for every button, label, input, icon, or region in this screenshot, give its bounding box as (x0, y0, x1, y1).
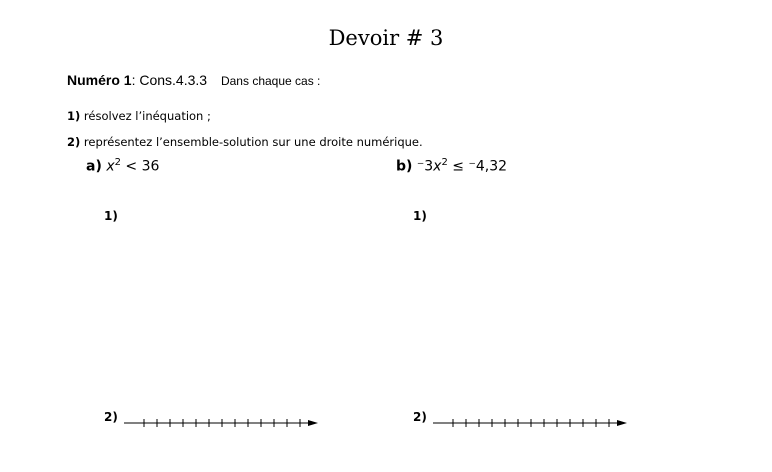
inequation-prefix: ⁻3 (416, 158, 434, 175)
inequation-a (86, 157, 159, 175)
instruction-1 (67, 109, 211, 123)
inequation-exponent: 2 (114, 157, 121, 168)
exercise-reference: Cons.4.3.3 (139, 72, 208, 88)
instruction-number: 1) (67, 109, 81, 123)
inequation-variable: x (433, 158, 442, 175)
number-line-b (431, 416, 633, 430)
page-title: Devoir # 3 (328, 26, 444, 50)
part-label: b) (396, 158, 413, 175)
instruction-text: représentez l’ensemble-solution sur une droite numérique. (83, 135, 423, 149)
exercise-number: Numéro 1 (67, 72, 132, 88)
inequation-exponent: 2 (441, 157, 448, 168)
step-1-label-a: 1) (104, 209, 118, 223)
step-2-label-a: 2) (104, 410, 118, 424)
step-2-label-b: 2) (413, 410, 427, 424)
exercise-colon: : (131, 72, 136, 88)
instruction-number: 2) (67, 135, 81, 149)
inequation-b (396, 157, 507, 175)
inequation-rest: < 36 (120, 158, 160, 175)
instruction-text: résolvez l’inéquation ; (83, 109, 211, 123)
exercise-intro: Dans chaque cas : (220, 74, 321, 88)
exercise-header (67, 72, 320, 88)
part-label: a) (86, 158, 102, 175)
step-1-label-b: 1) (413, 209, 427, 223)
instruction-2 (67, 135, 423, 149)
number-line-a (122, 416, 324, 430)
inequation-rest: ≤ ⁻4,32 (447, 158, 508, 175)
inequation-variable: x (106, 158, 115, 175)
